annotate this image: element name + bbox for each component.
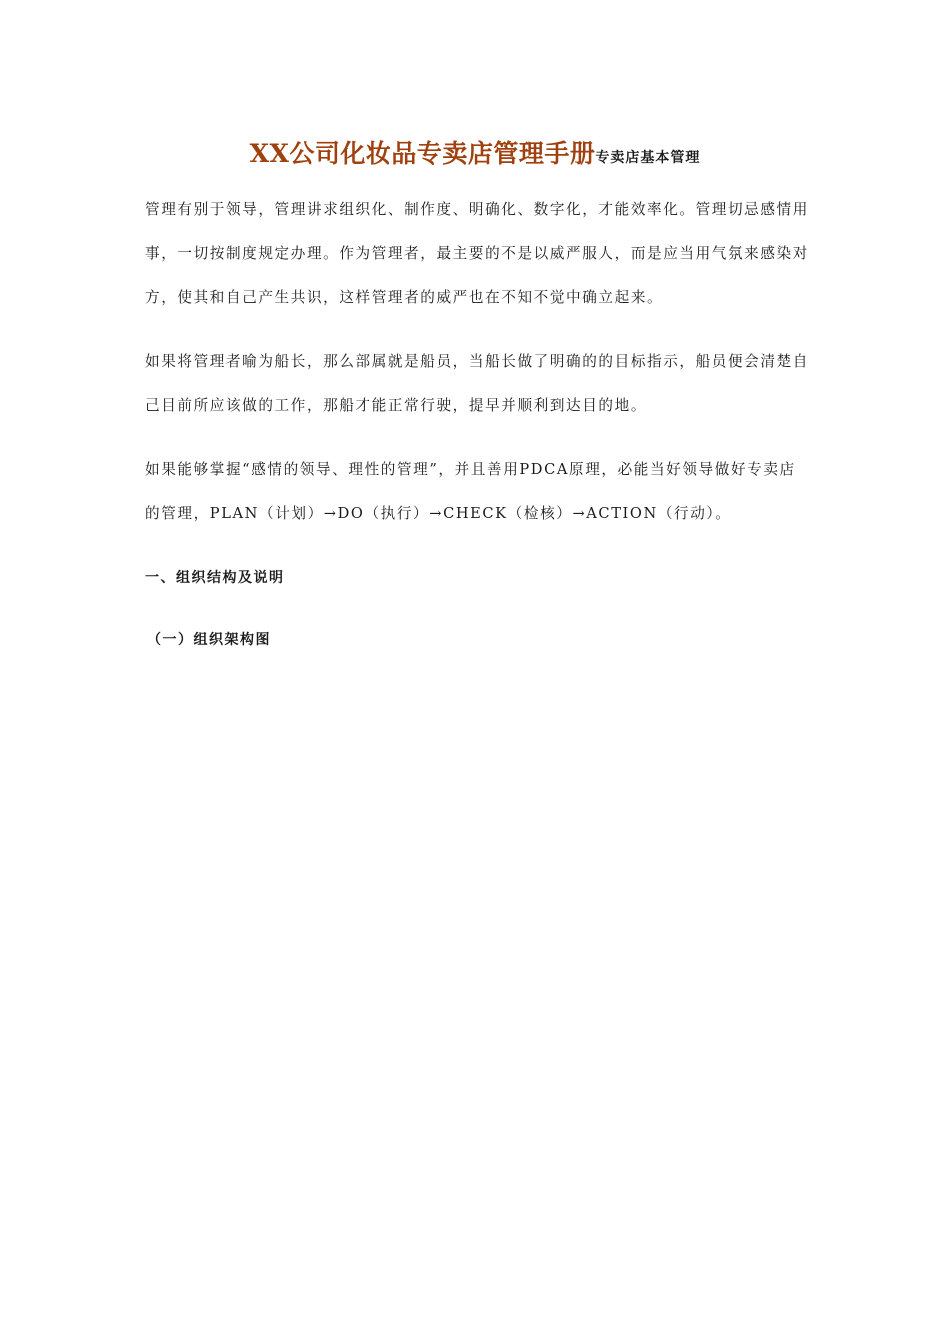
document-title (0, 134, 950, 170)
section-heading: 一、组织结构及说明 (145, 570, 285, 586)
paragraph-intro: 管理有别于领导，管理讲求组织化、制作度、明确化、数字化，才能效率化。管理切忌感情用事，一切按制度规定办理。作为管理者，最主要的不是以威严服人，而是应当用气氛来感染对方，使其和自己产生共识，这样管理者的威严也在不知不觉中确立起来。 (145, 201, 809, 306)
paragraph-captain-metaphor: 如果将管理者喻为船长，那么部属就是船员，当船长做了明确的的目标指示，船员便会清楚自己目前所应该做的工作，那船才能正常行驶，提早并顺利到达目的地。 (145, 353, 809, 414)
paragraph-pdca: 如果能够掌握“感情的领导、理性的管理”，并且善用PDCA原理，必能当好领导做好专卖店的管理，PLAN（计划）→DO（执行）→CHECK（检核）→ACTION（行动）。 (145, 461, 796, 522)
subsection-heading: （一）组织架构图 (147, 632, 271, 648)
main-title: XX公司化妆品专卖店管理手册 (249, 139, 596, 168)
sub-title: 专卖店基本管理 (595, 150, 701, 166)
